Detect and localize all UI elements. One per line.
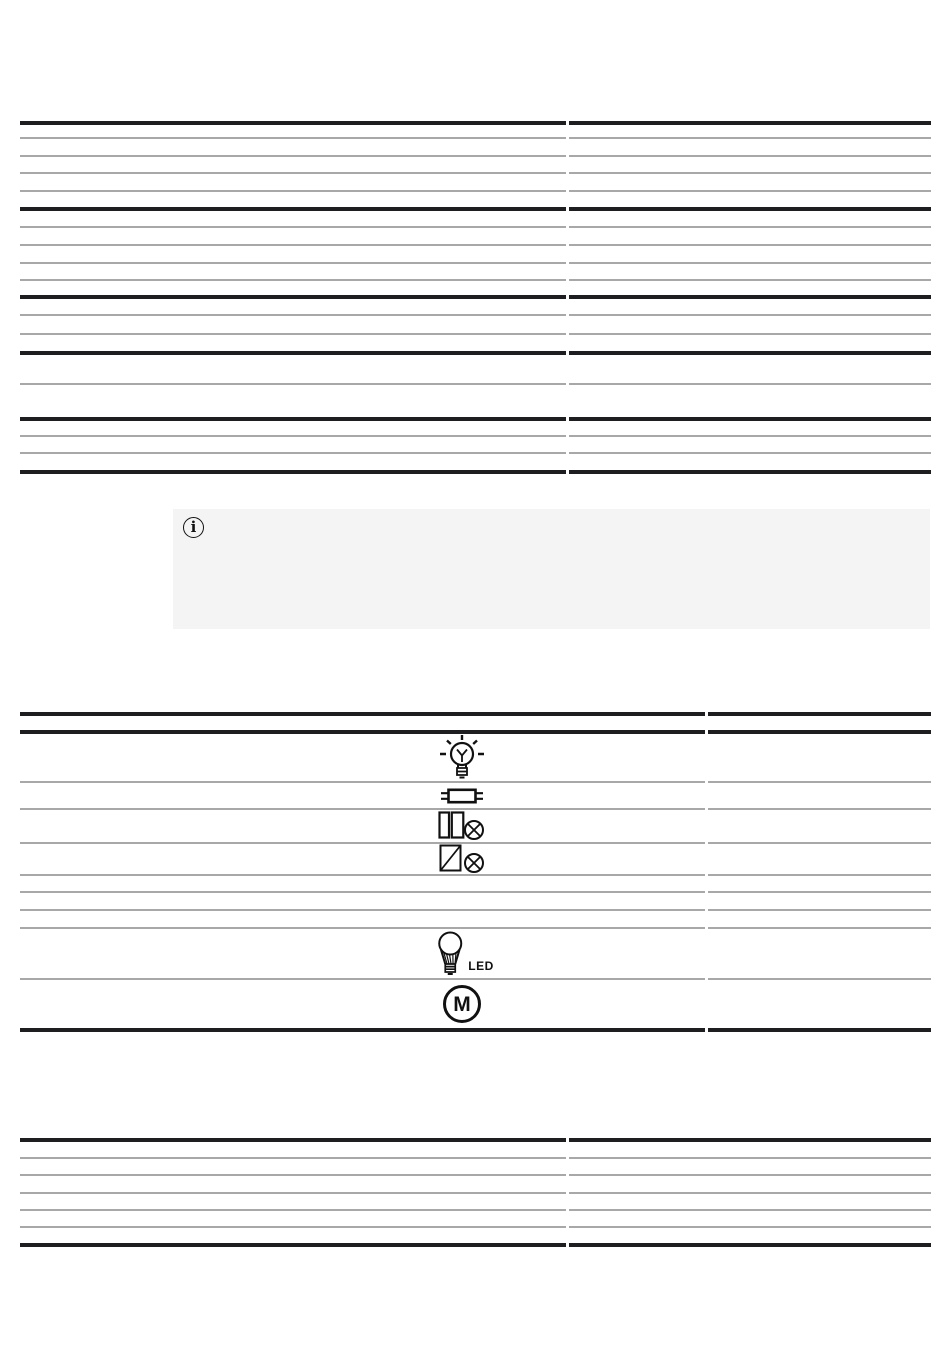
table-thick-rule <box>20 470 931 474</box>
halogen-electronic-transformer-icon <box>438 844 486 874</box>
table-row <box>20 335 931 351</box>
table-row <box>20 980 931 1028</box>
halogen-conventional-transformer-icon <box>438 811 486 841</box>
table-row <box>20 1194 931 1209</box>
table-row <box>20 125 931 137</box>
info-note-box <box>173 509 930 629</box>
rule-segment <box>569 470 931 474</box>
info-circle-icon <box>183 517 204 538</box>
table-row <box>20 844 931 874</box>
table-row <box>20 1142 931 1157</box>
table-row <box>20 1176 931 1192</box>
table-row <box>20 192 931 207</box>
table-row <box>20 299 931 314</box>
table-row <box>20 1159 931 1174</box>
table-row <box>20 1211 931 1226</box>
table-row <box>20 929 931 978</box>
rule-segment <box>569 1243 931 1247</box>
load-types-table <box>20 712 931 1032</box>
table-row <box>20 139 931 155</box>
table-row <box>20 421 931 435</box>
table-row <box>20 437 931 452</box>
table-row <box>20 228 931 244</box>
info-glyph: i <box>190 518 197 536</box>
table-thick-rule <box>20 1028 931 1032</box>
table-row <box>20 454 931 470</box>
table-row <box>20 157 931 172</box>
table-row <box>20 281 931 295</box>
table-row <box>20 893 931 909</box>
table-row <box>20 911 931 927</box>
incandescent-bulb-icon <box>438 733 486 783</box>
rule-segment <box>20 1028 705 1032</box>
table-row <box>20 810 931 842</box>
rule-segment <box>20 470 566 474</box>
rule-segment <box>20 1243 566 1247</box>
led-lamp-label: LED <box>468 958 494 973</box>
led-lamp-icon <box>430 931 494 977</box>
table-row <box>20 716 931 730</box>
table-row <box>20 734 931 781</box>
rule-segment <box>708 1028 931 1032</box>
table-row <box>20 264 931 279</box>
fluorescent-tube-icon <box>440 787 484 805</box>
table-row <box>20 1228 931 1243</box>
additional-data-table <box>20 1138 931 1247</box>
motor-label: M <box>443 985 481 1023</box>
motor-icon <box>443 985 481 1023</box>
technical-data-table <box>20 121 931 474</box>
table-row <box>20 355 931 383</box>
table-row <box>20 174 931 190</box>
table-row <box>20 316 931 333</box>
table-row <box>20 783 931 808</box>
table-row <box>20 211 931 226</box>
table-row <box>20 246 931 262</box>
table-thick-rule <box>20 1243 931 1247</box>
table-row <box>20 385 931 417</box>
table-row <box>20 876 931 891</box>
